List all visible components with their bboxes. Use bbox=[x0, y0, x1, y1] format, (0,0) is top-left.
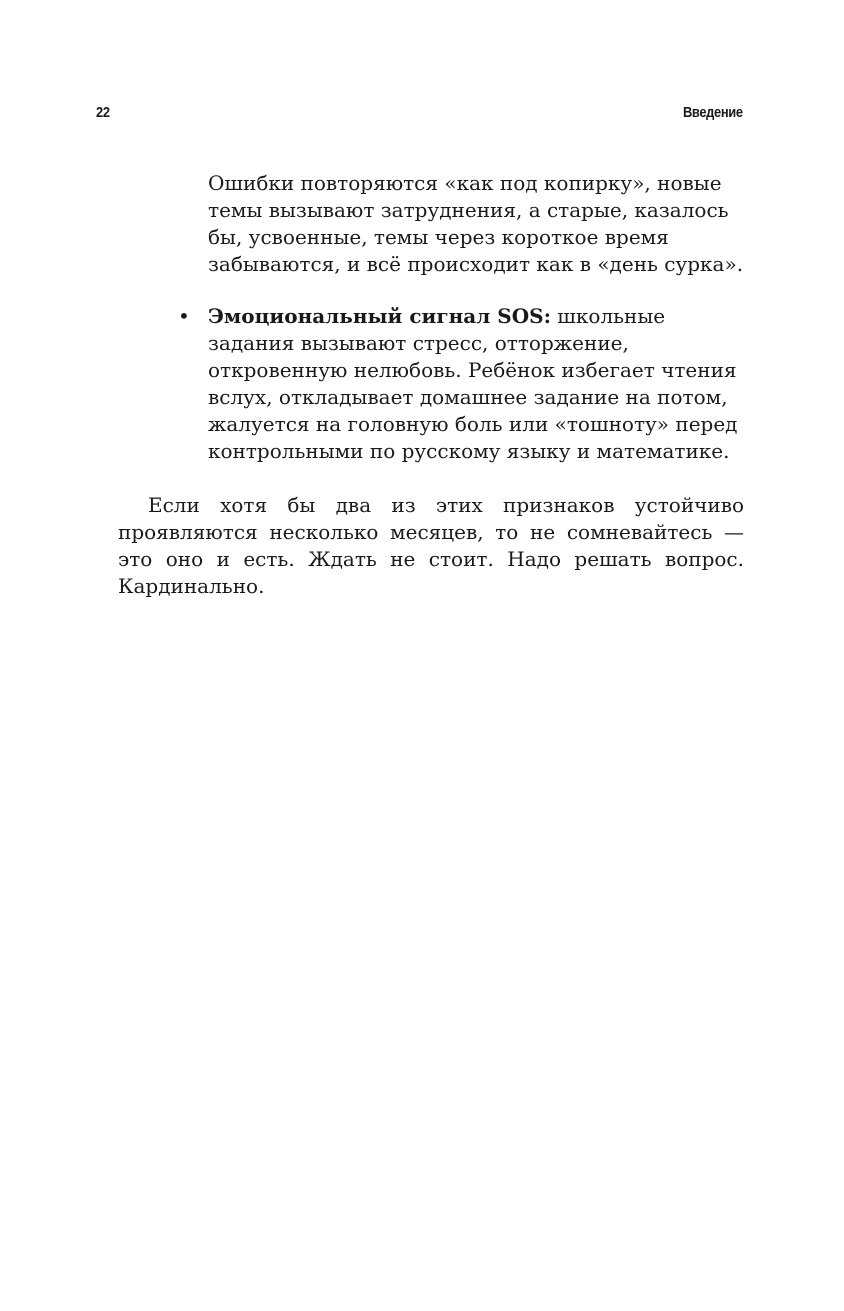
continued-paragraph: Ошибки повторяются «как под копирку», новые темы вызывают затруднения, а старые, казалось бы, усвоенные, темы через короткое время забываются, и всё происходит как в «день сурка». bbox=[208, 171, 744, 276]
list-item bbox=[178, 303, 744, 465]
bullet-icon: • bbox=[178, 304, 190, 328]
page-body bbox=[118, 170, 744, 600]
chapter-title: Введение bbox=[682, 104, 743, 121]
bullet-text: школьные задания вызывают стресс, отторжение, откровенную нелюбовь. Ребёнок избегает чтения вслух, откладывает домашнее задание на потом, жалуется на головную боль или «тошноту» перед контрольными по русскому языку и математике. bbox=[208, 304, 738, 463]
bullet-list bbox=[118, 303, 744, 465]
bullet-term: Эмоциональный сигнал SOS: bbox=[208, 304, 551, 328]
running-head bbox=[96, 104, 743, 128]
page-number: 22 bbox=[96, 104, 110, 121]
body-paragraph: Если хотя бы два из этих признаков устойчиво проявляются несколько месяцев, то не сомневайтесь — это оно и есть. Ждать не стоит. Надо решать вопрос. Кардинально. bbox=[118, 493, 744, 598]
